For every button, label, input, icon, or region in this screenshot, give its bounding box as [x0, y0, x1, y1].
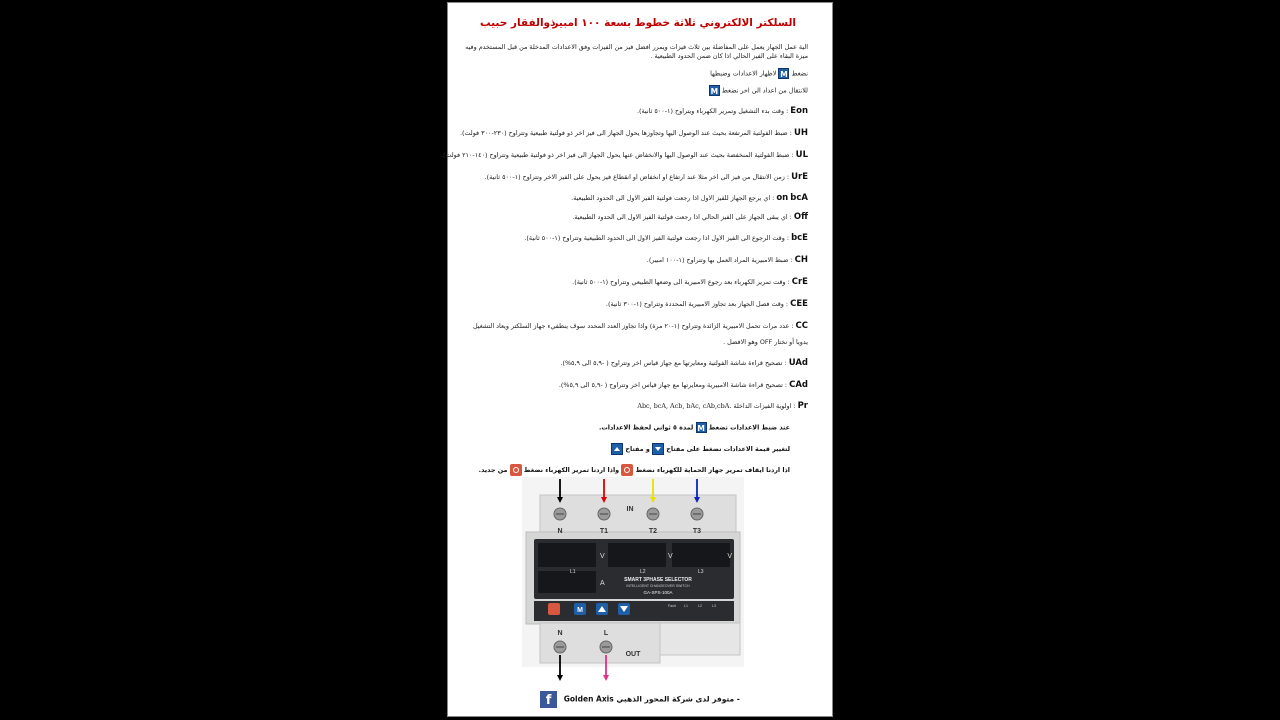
change-note: لتغيير قيمة الاعدادات نضغط على مفتاح و مفتاح: [464, 443, 790, 455]
device-power-button: [548, 603, 560, 615]
m-button-icon: M: [710, 86, 719, 96]
power-note: اذا اردنا ايقاف تمرير جهاز الحماية للكهرباء نضغط واذا اردنا تمرير الكهرباء نضغط من جديد.: [478, 466, 790, 475]
display-unit-v3: V: [727, 553, 732, 560]
author-name: ذوالفقار حبيب: [480, 17, 556, 29]
param-bca: bcA on : اي يرجع الجهاز للفيز الاول اذا رجعت فولتية الفيز الاول الى الحدود الطبيعية.: [571, 193, 808, 204]
param-cc: CC : عدد مرات تحمل الامبيرية الزائدة وتتراوح (١-٢٠ مرة) واذا تجاوز العدد المحدد سوف ينطفيء جهاز السلكتر ويعاد التشغيل: [472, 320, 808, 331]
param-ure: UrE : زمن الانتقال من فيز الى اخر مثلا عند ارتفاع او انخفاض او انقطاع فيز يحول على الفيز الاخر وتتراوح (١-٥٠٠ ثانية).: [484, 171, 808, 182]
m-button-icon: M: [697, 424, 705, 434]
wire-arrow-head: [603, 675, 609, 681]
brand-line1: SMART 3PHASE SELECTOR: [624, 577, 692, 583]
param-ul: UL : ضبط الفولتية المنخفضة بحيث عند الوصول اليها والانخفاض عنها يحول الجهاز الى فيز اخر ذو فولتية طبيعية وتتراوح (١٤٠-٢١٠ فولت).: [440, 149, 808, 160]
save-note: عند ضبط الاعدادات نضغط M لمدة ٥ ثواني لحفظ الاعدادات.: [598, 423, 790, 434]
param-cc-cont: يدويا أو نختار OFF وهو الافضل .: [723, 338, 808, 346]
power-button-icon: [621, 464, 633, 476]
display-label-l1: L1: [570, 569, 576, 575]
display-label-l3: L3: [698, 569, 704, 575]
brand-line2: INTELLIGENT CHANGEOVER SWITCH: [626, 584, 690, 588]
param-bce: bcE : وقت الرجوع الى الفيز الاول اذا رجعت فولتية الفيز الاول الى الحدود الطبيعية وتتراوح (١-٥٠٠ ثانية).: [524, 233, 808, 244]
param-uad: UAd : تصحيح قراءة شاشة الفولتية ومعايرتها مع جهاز قياس اخر وتتراوح ( -٥,٩ الى ٥,٩%).: [560, 357, 808, 368]
param-ch: CH : ضبط الامبيرية المراد العمل بها وتتراوح (١-١٠٠ امبير).: [646, 255, 808, 266]
next-line: للانتقال من اعداد الى اخر نضغط M: [710, 86, 808, 96]
param-cad: CAd : تصحيح قراءة شاشة الامبيرية ومعايرتها مع جهاز قياس اخر وتتراوح ( -٥,٩ الى ٥,٩%).: [558, 379, 808, 390]
footer: [448, 691, 832, 708]
m-button-icon: M: [780, 69, 788, 79]
display-unit-v2: V: [668, 553, 673, 560]
display-unit-a: A: [600, 580, 605, 587]
display-unit-v1: V: [600, 553, 605, 560]
led-label-fault: Fault: [668, 604, 676, 608]
wire-arrow-head: [557, 675, 563, 681]
terminal-label-t2: T2: [648, 528, 658, 535]
terminal-label-n-bottom: N: [557, 630, 563, 637]
press-m-line: نضغط M لاظهار الاعدادات وضبطها: [710, 69, 808, 79]
up-button-icon: [611, 443, 623, 455]
param-cee: CEE : وقت فصل الجهاز بعد تجاوز الامبيرية المحددة وتتراوح (١-٣٠٠ ثانية).: [605, 298, 808, 309]
document-body: [440, 43, 808, 486]
display-label-l2: L2: [640, 569, 646, 575]
document-title: السلكتر الالكتروني ثلاثة خطوط بسعة ١٠٠ امبير: [552, 17, 796, 29]
footer-brand: Golden Axis: [563, 694, 614, 704]
header: [448, 17, 832, 37]
param-cre: CrE : وقت تمرير الكهرباء بعد رجوع الامبيرية الى وضعها الطبيعي وتتراوح (١-٥٠٠ ثانية).: [572, 277, 808, 288]
led-label-l1: L1: [684, 604, 688, 608]
led-label-l2: L2: [698, 604, 702, 608]
power-button-icon: [510, 464, 522, 476]
led-label-l3: L3: [712, 604, 716, 608]
down-button-icon: [652, 443, 664, 455]
facebook-icon: f: [540, 691, 557, 708]
param-off: Off : اي يبقى الجهاز على الفيز الحالي اذا رجعت فولتية الفيز الاول الى الحدود الطبيعية.: [572, 211, 808, 222]
out-label: OUT: [625, 651, 641, 658]
terminal-label-t1: T1: [599, 528, 609, 535]
terminal-label-n: N: [557, 528, 563, 535]
terminal-label-t3: T3: [692, 528, 702, 535]
param-eon: Eon : وقت بدء التشغيل وتمرير الكهرباء ويتراوح (١-٥٠٠ ثانية).: [636, 106, 808, 117]
selector-device-photo: [522, 477, 744, 667]
model-label: GA-SPS-100A: [643, 590, 673, 595]
intro-paragraph: الية عمل الجهاز يعمل على المفاضلة بين ثلاث فيزات ويمرر افضل فيز من الفيزات وفق الاعدادات المدخلة من قبل المستخدم وفيه ميزة البقاء على الفيز الحالي اذا كان ضمن الحدود الطبيعية .: [465, 43, 808, 61]
device-m-label: M: [577, 607, 583, 614]
param-pr: Pr : اولوية الفيزات الداخلة Abc, bcA, Acb, bAc, cAb,cbA.: [637, 401, 808, 412]
document-page: [440, 2, 833, 717]
in-label: IN: [626, 506, 634, 513]
footer-text: متوفر لدى شركة المحور الذهبي -: [616, 694, 740, 704]
param-uh: UH : ضبط الفولتية المرتفعة بحيث عند الوصول اليها وتجاوزها يحول الجهاز الى فيز اخر ذو فولتية طبيعية وتتراوح (٢٣٠-٣٠٠ فولت).: [460, 127, 808, 138]
terminal-label-l-bottom: L: [603, 630, 609, 637]
